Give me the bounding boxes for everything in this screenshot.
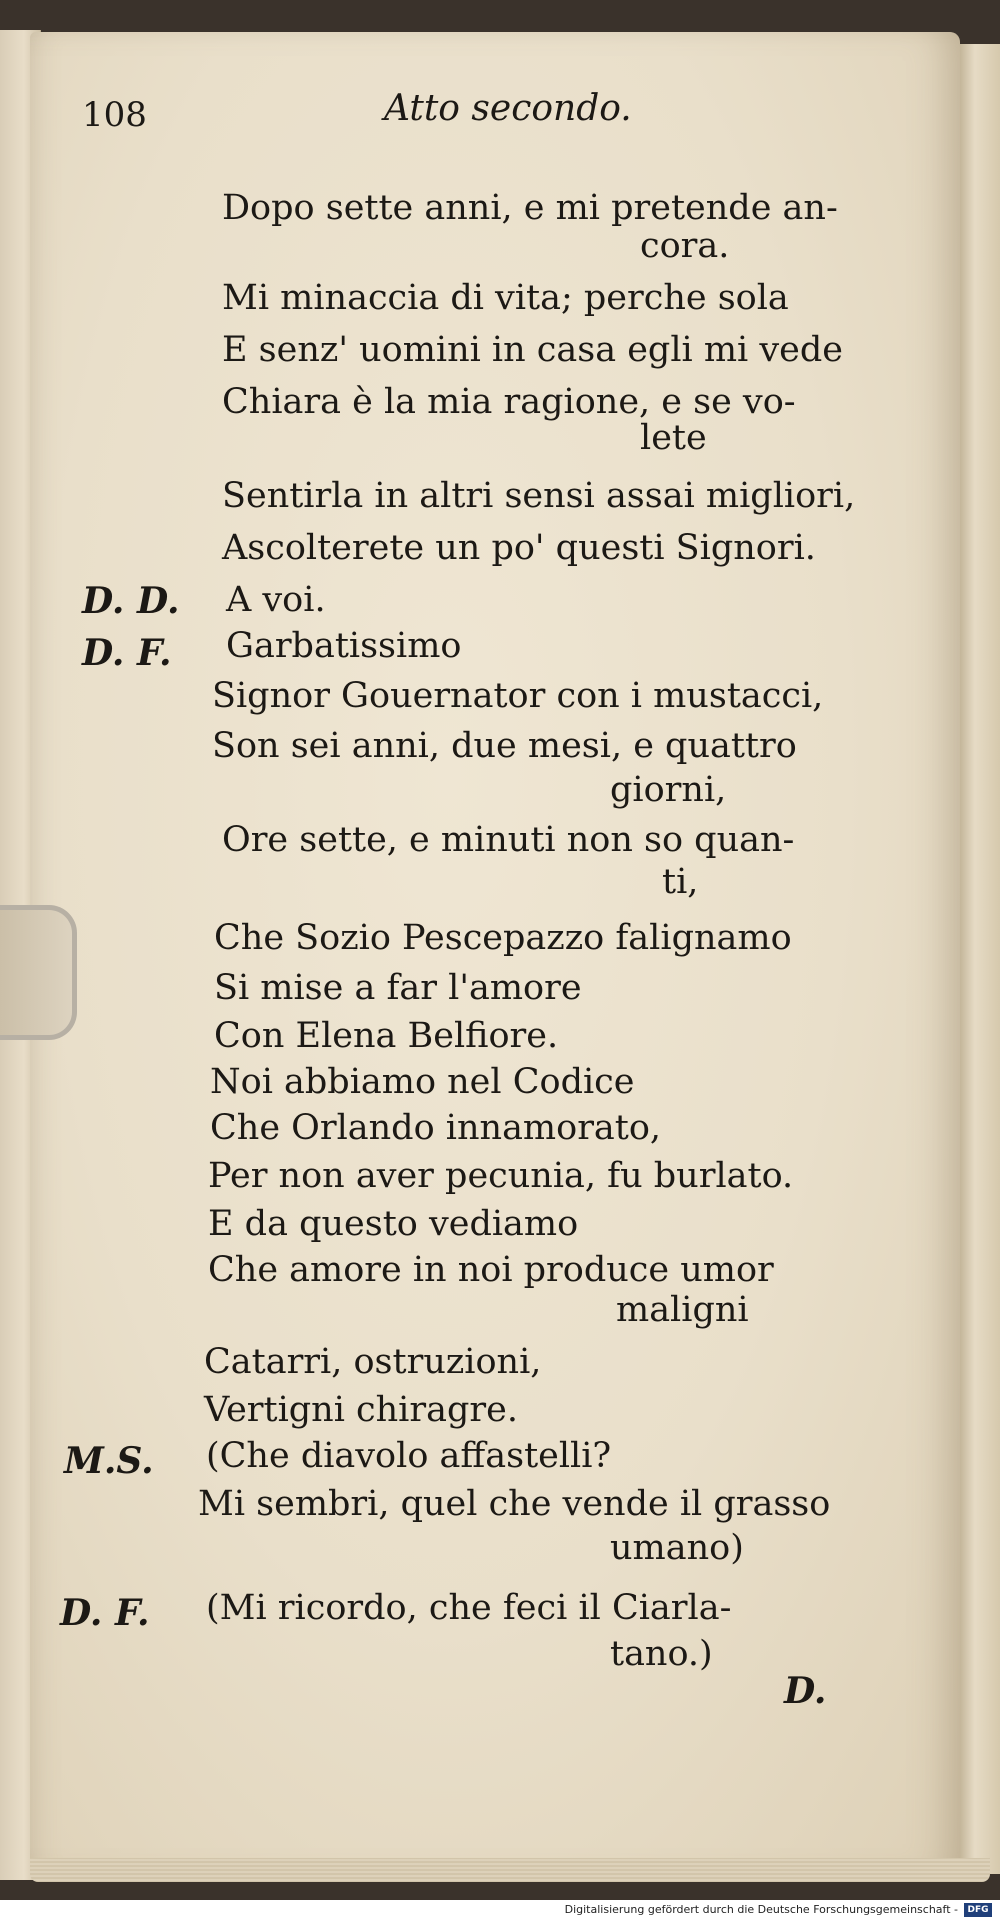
book-clasp (0, 905, 77, 1040)
page-number: 108 (82, 95, 147, 135)
verse-line: E da questo vediamo (208, 1204, 579, 1244)
footer-credit: Digitalisierung gefördert durch die Deutsche Forschungsgemeinschaft - (564, 1903, 958, 1916)
verse-line: umano) (610, 1528, 744, 1568)
verse-line: E senz' uomini in casa egli mi vede (222, 330, 843, 370)
verse-line: Dopo sette anni, e mi pretende an- (222, 188, 838, 228)
verse-line: Vertigni chiragre. (204, 1390, 518, 1430)
verse-line: giorni, (610, 770, 727, 810)
verse-line: Garbatissimo (226, 626, 462, 666)
verse-line: Chiara è la mia ragione, e se vo- (222, 382, 796, 422)
verse-line: Si mise a far l'amore (214, 968, 582, 1008)
verse-line: cora. (640, 226, 730, 266)
verse-line: Per non aver pecunia, fu burlato. (208, 1156, 794, 1196)
verse-line: ti, (662, 862, 699, 902)
verse-line: Mi minaccia di vita; perche sola (222, 278, 789, 318)
running-head: Atto secondo. (384, 88, 632, 129)
verse-line: Mi sembri, quel che vende il grasso (198, 1484, 831, 1524)
verse-line: A voi. (226, 580, 326, 620)
verse-line: Noi abbiamo nel Codice (210, 1062, 635, 1102)
verse-line: Che amore in noi produce umor (208, 1250, 774, 1290)
verse-line: Ore sette, e minuti non so quan- (222, 820, 795, 860)
verse-line: Che Sozio Pescepazzo falignamo (214, 918, 792, 958)
verse-line: Signor Gouernator con i mustacci, (212, 676, 824, 716)
speaker-label: D. D. (82, 580, 180, 622)
verse-line: maligni (616, 1290, 749, 1330)
catchword: D. (784, 1670, 827, 1712)
speaker-label: D. F. (82, 632, 172, 674)
verse-line: (Mi ricordo, che feci il Ciarla- (206, 1588, 732, 1628)
verse-line: lete (640, 418, 707, 458)
verse-line: Catarri, ostruzioni, (204, 1342, 542, 1382)
speaker-label: D. F. (60, 1592, 150, 1634)
page-edge-bottom (30, 1858, 990, 1882)
verse-line: (Che diavolo affastelli? (206, 1436, 612, 1476)
verse-line: Sentirla in altri sensi assai migliori, (222, 476, 856, 516)
verse-line: Con Elena Belfiore. (214, 1016, 559, 1056)
verse-line: tano.) (610, 1634, 713, 1674)
verse-line: Ascolterete un po' questi Signori. (222, 528, 816, 568)
page-edge-right (958, 44, 1000, 1874)
footer-bar (0, 1900, 1000, 1921)
verse-line: Che Orlando innamorato, (210, 1108, 662, 1148)
dfg-logo-icon: DFG (964, 1903, 992, 1917)
speaker-label: M.S. (64, 1440, 154, 1482)
verse-line: Son sei anni, due mesi, e quattro (212, 726, 797, 766)
